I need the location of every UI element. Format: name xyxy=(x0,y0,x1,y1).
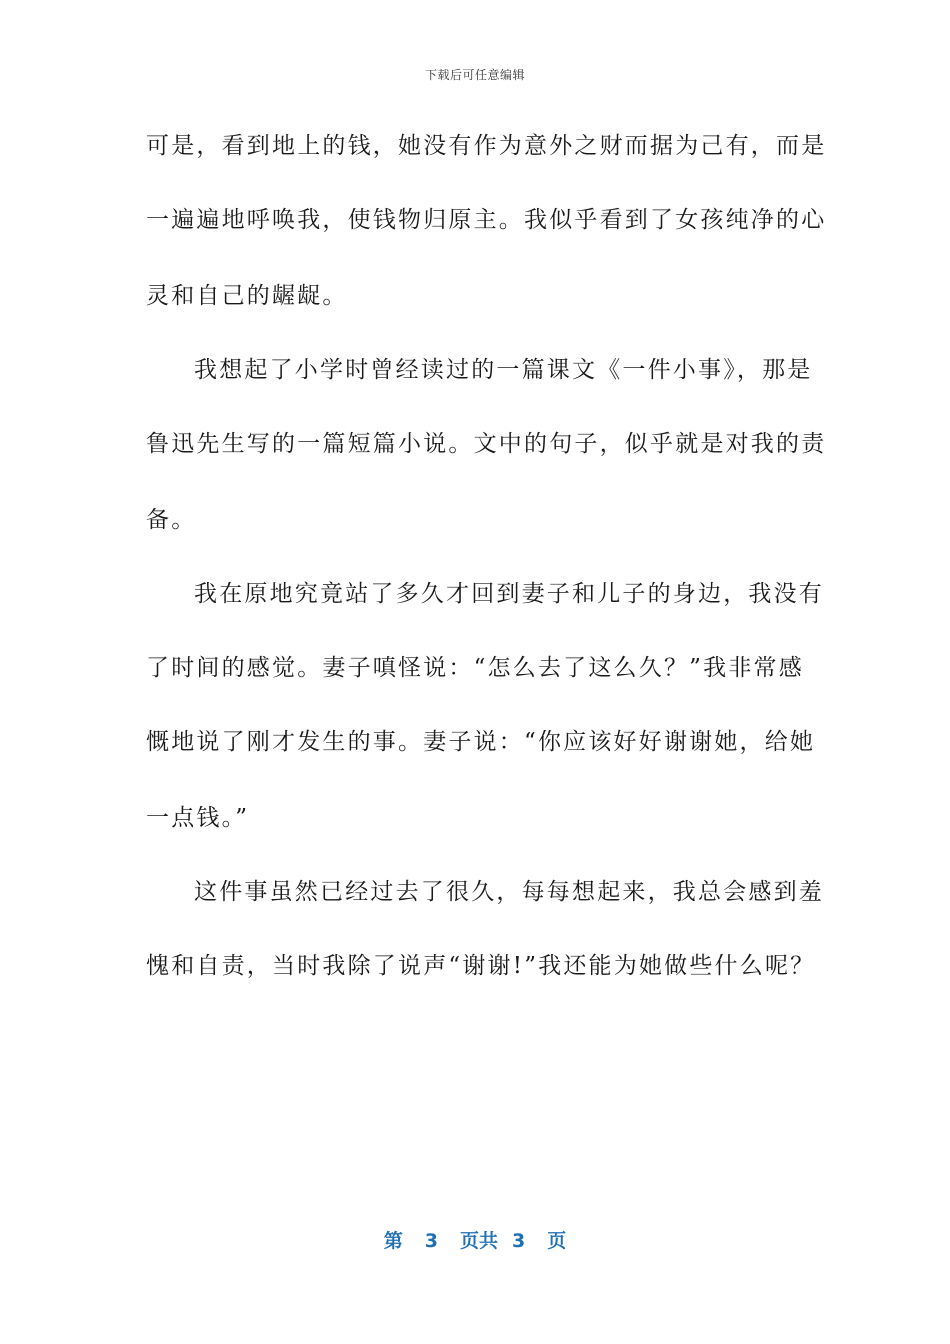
body-line: 我在原地究竟站了多久才回到妻子和儿子的身边，我没有 xyxy=(194,581,824,607)
body-line: 可是，看到地上的钱，她没有作为意外之财而据为己有，而是 xyxy=(146,133,827,159)
page-footer xyxy=(0,1226,950,1253)
footer-current-page: 3 xyxy=(424,1230,438,1252)
page-header: 下载后可任意编辑 xyxy=(424,68,525,82)
footer-suffix: 页 xyxy=(547,1230,567,1252)
body-line: 愧和自责，当时我除了说声“谢谢!”我还能为她做些什么呢？ xyxy=(146,953,816,979)
body-line: 慨地说了刚才发生的事。妻子说：“你应该好好谢谢她，给她 xyxy=(146,729,816,755)
body-line: 备。 xyxy=(146,507,197,533)
footer-total-pages: 3 xyxy=(512,1230,526,1252)
body-line: 我想起了小学时曾经读过的一篇课文《一件小事》，那是 xyxy=(194,357,813,383)
footer-prefix: 第 xyxy=(383,1230,403,1252)
footer-middle: 页共 xyxy=(459,1230,498,1252)
body-line: 一遍遍地呼唤我，使钱物归原主。我似乎看到了女孩纯净的心 xyxy=(146,207,827,233)
body-line: 了时间的感觉。妻子嗔怪说：“怎么去了这么久？”我非常感 xyxy=(146,655,804,681)
body-line: 这件事虽然已经过去了很久，每每想起来，我总会感到羞 xyxy=(194,879,824,905)
body-line: 一点钱。” xyxy=(146,805,250,831)
body-line: 鲁迅先生写的一篇短篇小说。文中的句子，似乎就是对我的责 xyxy=(146,431,827,457)
body-line: 灵和自己的龌龊。 xyxy=(146,283,348,309)
